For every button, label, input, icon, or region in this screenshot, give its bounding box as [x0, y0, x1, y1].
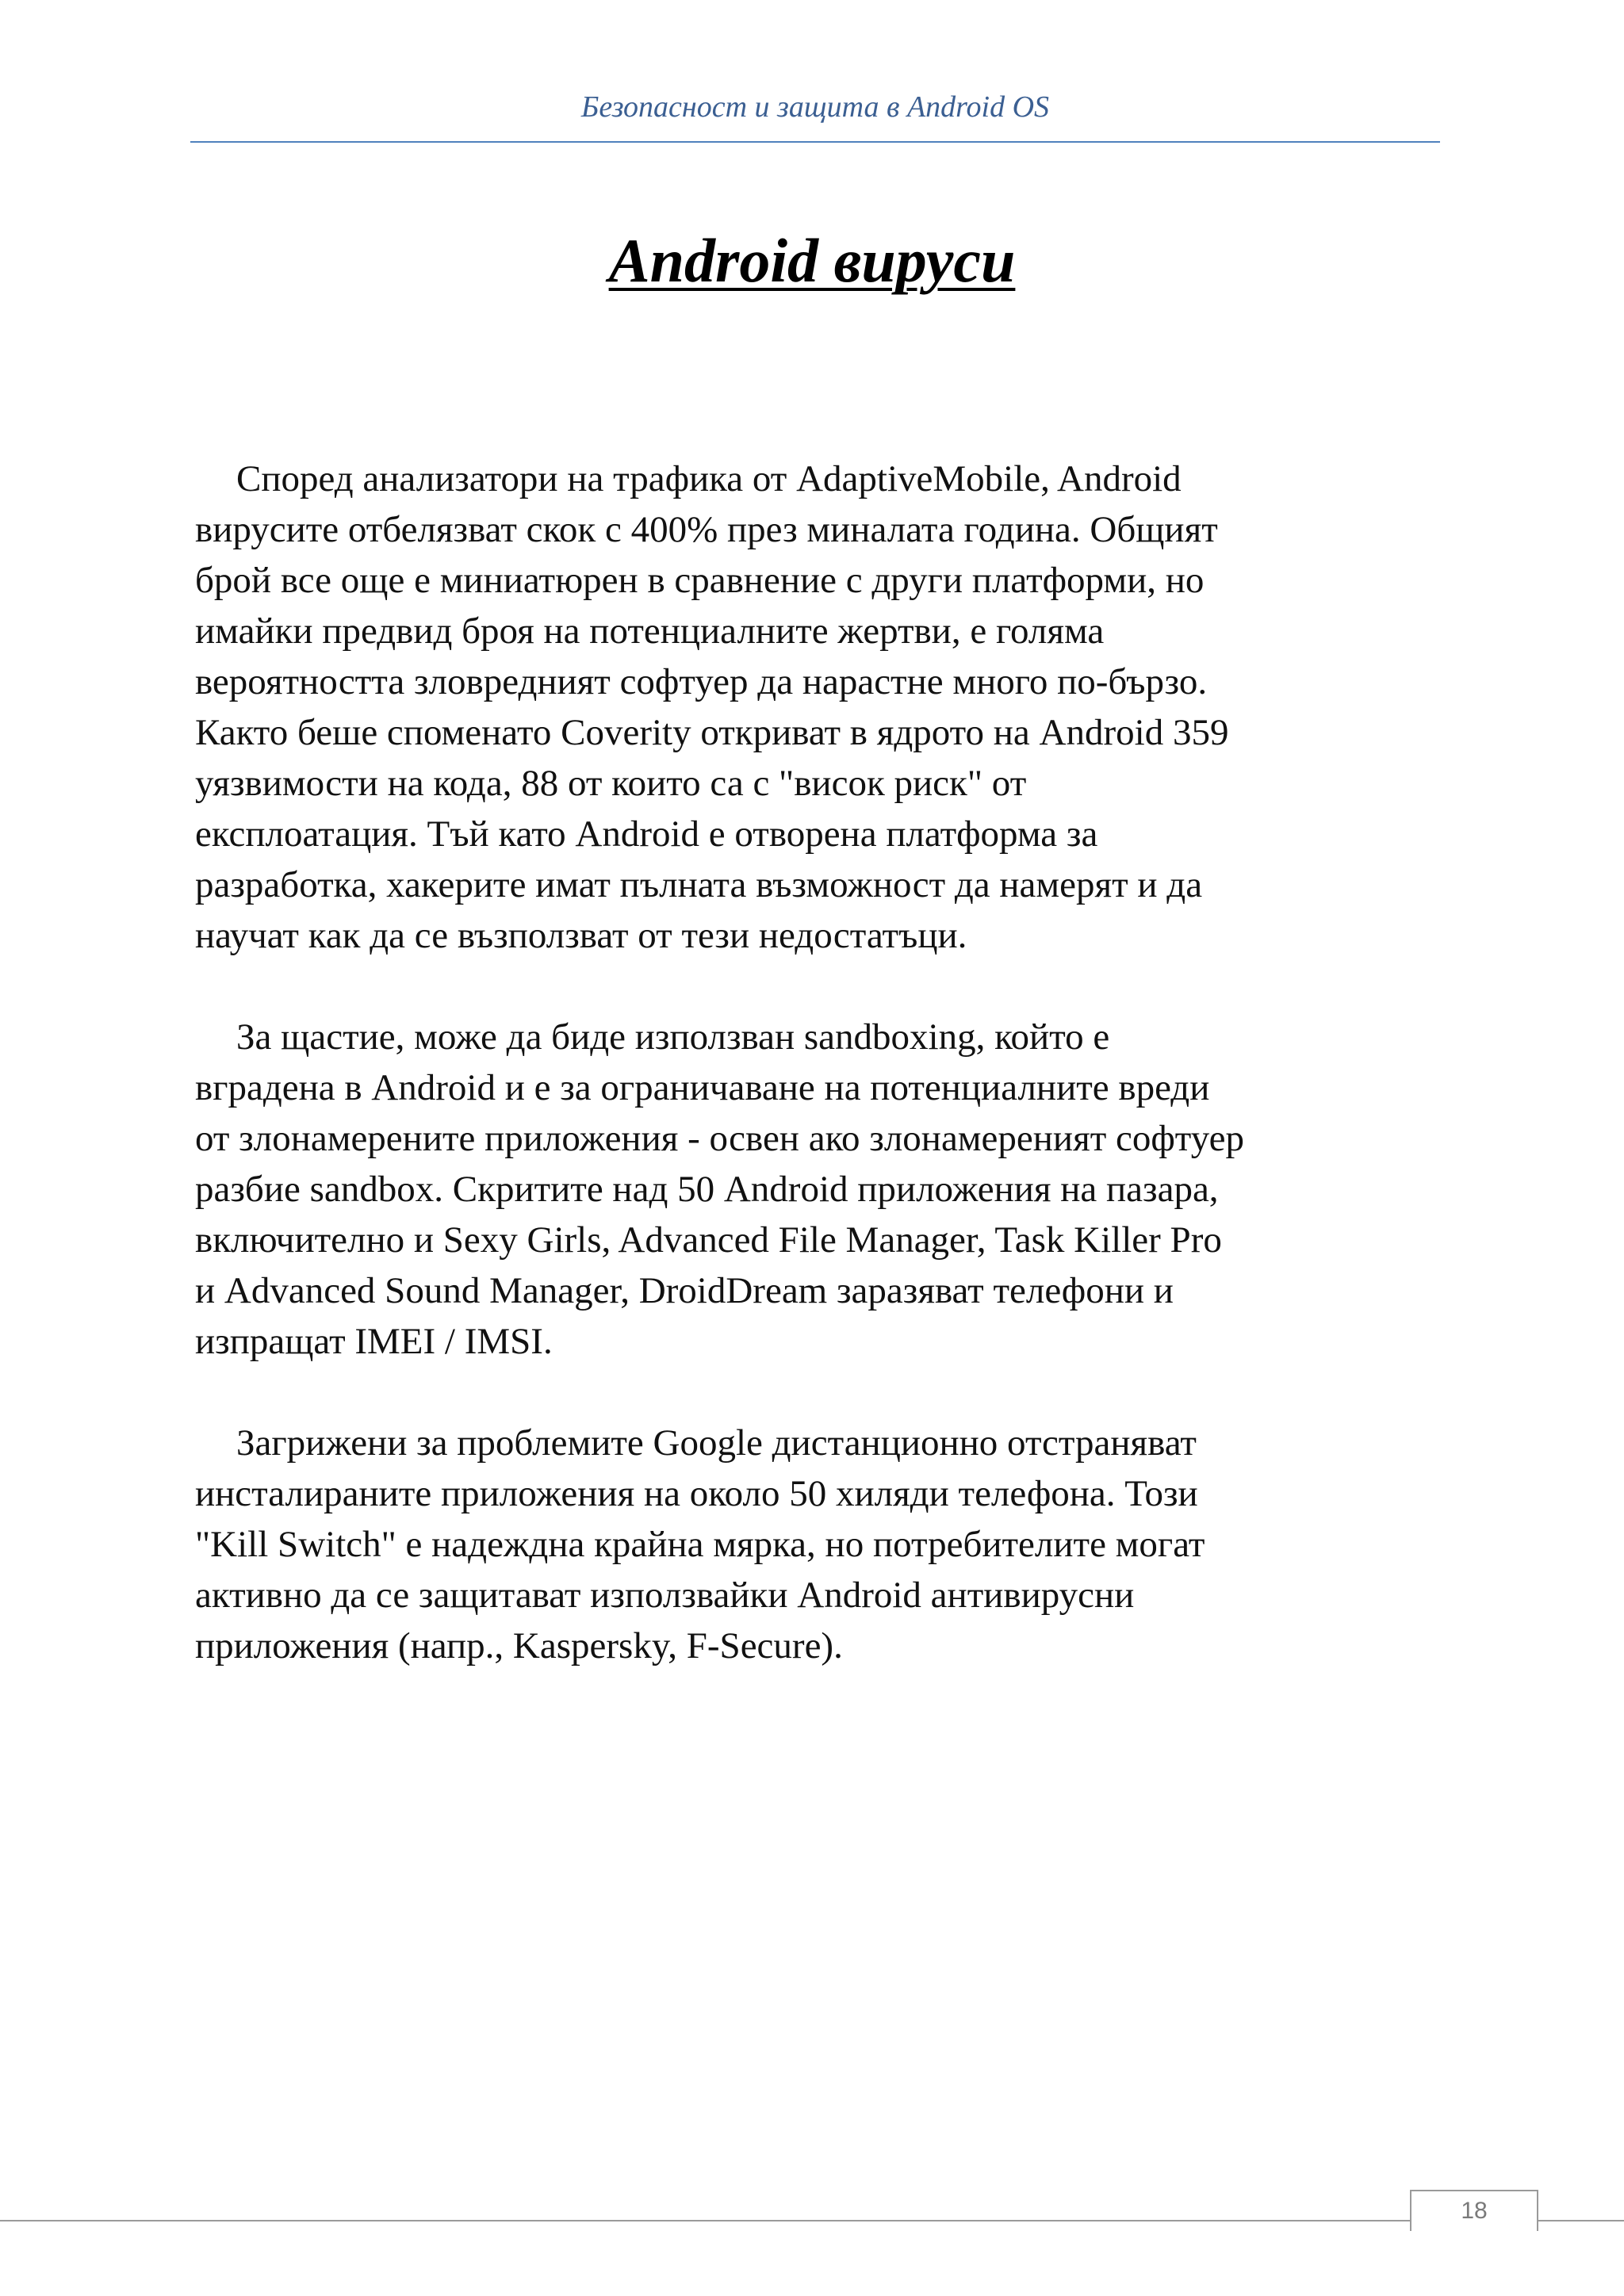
page-number: 18 [1410, 2190, 1538, 2231]
paragraph-2: За щастие, може да биде използван sandboxing, който е вградена в Android и е за ограничаване на потенциалните вреди от злонамерените приложения - освен ако злонамереният софтуер разбие sandbox. Скритите над 50 Android приложения на пазара, включително и Sexy Girls, Advanced File Manager, Task Killer Pro и Advanced Sound Manager, DroidDream заразяват телефони и изпращат IMEI / IMSI. [195, 1016, 1244, 1362]
paragraph-3: Загрижени за проблемите Google дистанционно отстраняват инсталираните приложения на около 50 хиляди телефона. Този "Kill Switch" е надеждна крайна мярка, но потребителите могат активно да се защитават използвайки Android антивирусни приложения (напр., Kaspersky, F-Secure). [195, 1422, 1205, 1667]
header-rule [190, 141, 1440, 143]
paragraph-1: Според анализатори на трафика от AdaptiveMobile, Android вирусите отбелязват скок с 400% през миналата година. Общият брой все още е миниатюрен в сравнение с други платформи, но имайки предвид броя на потенциалните жертви, е голяма вероятността зловредният софтуер да нарастне много по-бързо. Както беше споменато Coverity откриват в ядрото на Android 359 уязвимости на кода, 88 от които са с "висок риск" от експлоатация. Тъй като Android е отворена платформа за разработка, хакерите имат пълната възможност да намерят и да научат как да се възползват от тези недостатъци. [195, 458, 1229, 956]
page-title: Android вируси [608, 226, 1016, 295]
running-header: Безопасност и защита в Android OS [580, 90, 1050, 124]
footer-rule [0, 2220, 1624, 2221]
body-text [195, 453, 1448, 1722]
